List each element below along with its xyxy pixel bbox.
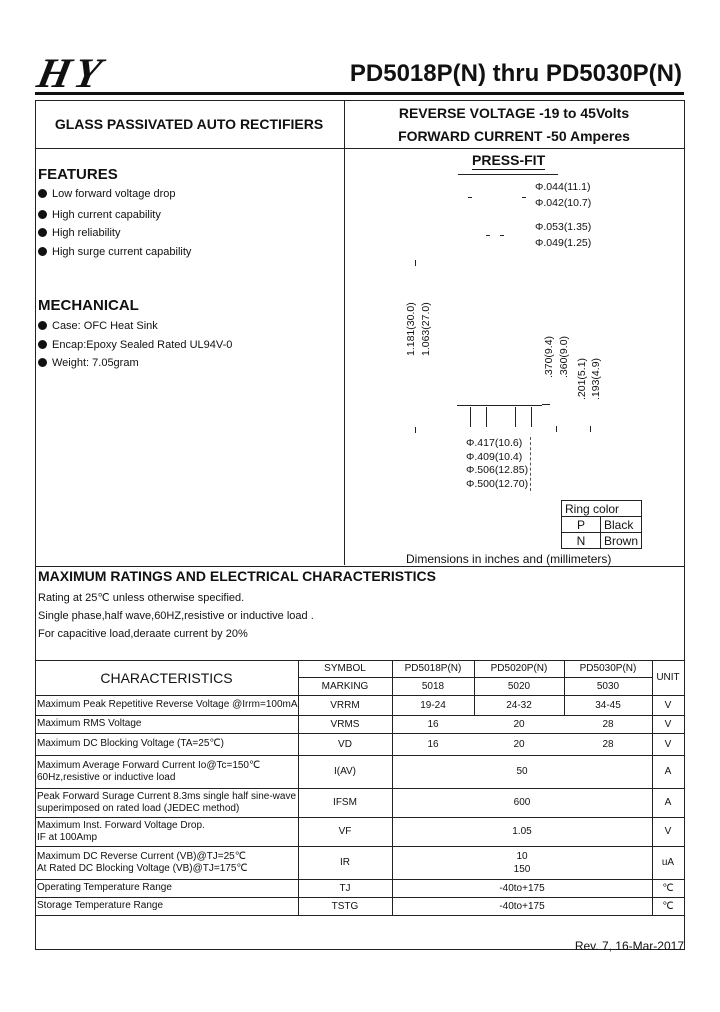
- dim-label: Φ.500(12.70): [466, 478, 529, 490]
- value-cell: 28: [602, 738, 614, 750]
- symbol-cell: I(AV): [333, 766, 357, 777]
- part-number-header: PD5030P(N): [579, 663, 637, 674]
- stud-line: [515, 407, 516, 427]
- ring-color-header: Ring color: [562, 501, 642, 517]
- unit-cell: V: [664, 826, 672, 837]
- symbol-header: SYMBOL: [324, 663, 366, 674]
- unit-cell: ℃: [662, 900, 674, 912]
- unit-cell: V: [664, 699, 672, 711]
- page-title: PD5018P(N) thru PD5030P(N): [349, 60, 682, 87]
- diagram-tick: [415, 427, 416, 433]
- value-cell: 28: [602, 718, 614, 730]
- diagram-tick: [468, 197, 472, 198]
- dim-label: .370(9.4): [543, 335, 555, 378]
- rating-note: For capacitive load,deraate current by 20%: [38, 628, 248, 640]
- ring-code: P: [562, 517, 601, 533]
- characteristic-line: superimposed on rated load (JEDEC method): [37, 802, 240, 814]
- characteristic-line: Storage Temperature Range: [37, 900, 164, 911]
- characteristic-label: [37, 897, 296, 915]
- value-cell: 1.05: [512, 826, 532, 837]
- value-cell: 16: [427, 718, 439, 730]
- feature-item: Low forward voltage drop: [38, 188, 176, 200]
- symbol-cell: VRMS: [330, 718, 360, 730]
- value-cell: 20: [513, 738, 525, 750]
- dim-label: Φ.506(12.85): [466, 464, 529, 476]
- unit-cell: uA: [661, 857, 675, 868]
- unit-cell: V: [664, 738, 672, 750]
- value-line: 150: [513, 863, 531, 875]
- stud-line: [531, 407, 532, 427]
- dimensions-note: Dimensions in inches and (millimeters): [406, 552, 612, 566]
- diagram-tick: [556, 426, 557, 432]
- dim-label: 1.063(27.0): [420, 302, 432, 356]
- value-cell: 600: [513, 797, 531, 808]
- symbol-cell: VF: [338, 826, 352, 837]
- dim-label: .360(9.0): [558, 335, 570, 378]
- characteristic-line: Operating Temperature Range: [37, 882, 172, 893]
- characteristic-line: Maximum Inst. Forward Voltage Drop.: [37, 819, 205, 831]
- features-heading: FEATURES: [38, 166, 118, 183]
- ratings-top: [35, 566, 684, 567]
- marking-value: 5030: [596, 680, 620, 692]
- mechanical-item: Encap:Epoxy Sealed Rated UL94V-0: [38, 339, 232, 351]
- marking-header: MARKING: [321, 680, 369, 692]
- diagram-tick: [486, 235, 490, 236]
- ratings-summary: [344, 102, 684, 148]
- characteristic-line: Maximum RMS Voltage: [37, 718, 142, 729]
- ring-code: N: [562, 533, 601, 549]
- characteristic-line: Maximum Average Forward Current Io@Tc=150℃: [37, 759, 261, 771]
- forward-current: FORWARD CURRENT -50 Amperes: [398, 128, 630, 144]
- part-number-header: PD5020P(N): [490, 663, 548, 674]
- feature-item: High current capability: [38, 209, 161, 221]
- diagram-tick: [590, 426, 591, 432]
- rating-note: Single phase,half wave,60HZ,resistive or inductive load .: [38, 610, 314, 622]
- package-label: PRESS-FIT: [472, 152, 546, 168]
- frame-top: [35, 100, 684, 101]
- mechanical-item: Case: OFC Heat Sink: [38, 320, 158, 332]
- dim-label: .201(5.1): [576, 357, 588, 400]
- value-cell: 20: [513, 718, 525, 730]
- value-cell: 19-24: [420, 699, 446, 711]
- diagram-tick: [522, 197, 526, 198]
- dim-guide: [530, 437, 531, 491]
- dim-label: Φ.409(10.4): [466, 451, 523, 463]
- diagram-tick: [415, 260, 416, 266]
- symbol-cell: IR: [340, 857, 350, 868]
- characteristic-line: At Rated DC Blocking Voltage (VB)@TJ=175℃: [37, 862, 248, 874]
- characteristics-header: CHARACTERISTICS: [100, 669, 233, 686]
- value-cell: 50: [516, 766, 528, 777]
- value-cell: -40to+175: [499, 900, 545, 912]
- company-logo: HY: [33, 51, 110, 97]
- ring-color: Black: [601, 517, 642, 533]
- diagram-tick: [500, 235, 504, 236]
- unit-cell: A: [664, 766, 672, 777]
- symbol-cell: TSTG: [331, 900, 359, 912]
- part-number-header: PD5018P(N): [404, 663, 462, 674]
- dim-label: Φ.049(1.25): [535, 237, 592, 249]
- header-rule: [35, 92, 684, 95]
- characteristic-line: 60Hz,resistive or inductive load: [37, 771, 176, 783]
- characteristic-label: [37, 755, 296, 788]
- marking-value: 5018: [421, 680, 445, 692]
- dim-label: Φ.044(11.1): [535, 181, 591, 193]
- feature-item: High surge current capability: [38, 246, 191, 258]
- frame-right: [684, 100, 685, 950]
- symbol-cell: VRRM: [330, 699, 360, 711]
- stud-line: [486, 407, 487, 427]
- revision-label: Rev. 7, 16-Mar-2017: [574, 939, 684, 953]
- ring-color-table: [561, 500, 642, 549]
- mechanical-item: Weight: 7.05gram: [38, 357, 139, 369]
- value-cell: [392, 846, 652, 879]
- characteristic-label: [37, 879, 296, 897]
- ring-color: Brown: [601, 533, 642, 549]
- dim-label: Φ.042(10.7): [535, 197, 592, 209]
- characteristic-label: [37, 846, 296, 879]
- unit-cell: V: [664, 718, 672, 730]
- diagram-tick: [542, 404, 550, 405]
- characteristic-line: IF at 100Amp: [37, 831, 98, 843]
- characteristic-line: Maximum DC Blocking Voltage (TA=25℃): [37, 738, 224, 749]
- table-rule: [35, 915, 684, 916]
- ratings-heading: MAXIMUM RATINGS AND ELECTRICAL CHARACTERISTICS: [38, 568, 436, 584]
- characteristic-label: [37, 817, 296, 846]
- marking-value: 5020: [507, 680, 531, 692]
- symbol-cell: IFSM: [333, 797, 357, 808]
- unit-cell: ℃: [662, 882, 674, 894]
- dim-label: .193(4.9): [590, 357, 602, 400]
- characteristic-label: [37, 695, 296, 715]
- value-line: 10: [516, 850, 528, 862]
- frame-mid: [344, 100, 345, 565]
- reverse-voltage: REVERSE VOLTAGE -19 to 45Volts: [398, 105, 630, 121]
- value-cell: 24-32: [506, 699, 532, 711]
- header-bottom: [35, 148, 684, 149]
- characteristic-label: [37, 733, 296, 755]
- unit-cell: A: [664, 797, 672, 808]
- characteristic-label: [37, 715, 296, 733]
- value-cell: -40to+175: [499, 882, 545, 894]
- stud-line: [470, 407, 471, 427]
- rating-note: Rating at 25℃ unless otherwise specified.: [38, 592, 245, 604]
- stud-top: [457, 405, 542, 406]
- unit-header: UNIT: [656, 672, 680, 683]
- characteristic-label: [37, 788, 296, 817]
- value-cell: 16: [427, 738, 439, 750]
- feature-item: High reliability: [38, 227, 120, 239]
- frame-left: [35, 100, 36, 950]
- mechanical-heading: MECHANICAL: [38, 297, 139, 314]
- product-category: GLASS PASSIVATED AUTO RECTIFIERS: [54, 116, 324, 132]
- characteristic-line: Maximum Peak Repetitive Reverse Voltage @Irrm=100mA: [37, 699, 298, 710]
- value-cell: 34-45: [595, 699, 621, 711]
- dim-label: 1.181(30.0): [405, 302, 417, 356]
- dim-label: Φ.417(10.6): [466, 437, 523, 449]
- package-underline: [458, 174, 558, 175]
- characteristic-line: Maximum DC Reverse Current (VB)@TJ=25℃: [37, 850, 246, 862]
- characteristic-line: Peak Forward Surage Current 8.3ms single half sine-wave: [37, 790, 297, 802]
- symbol-cell: TJ: [339, 882, 351, 894]
- symbol-cell: VD: [338, 738, 352, 750]
- dim-label: Φ.053(1.35): [535, 221, 592, 233]
